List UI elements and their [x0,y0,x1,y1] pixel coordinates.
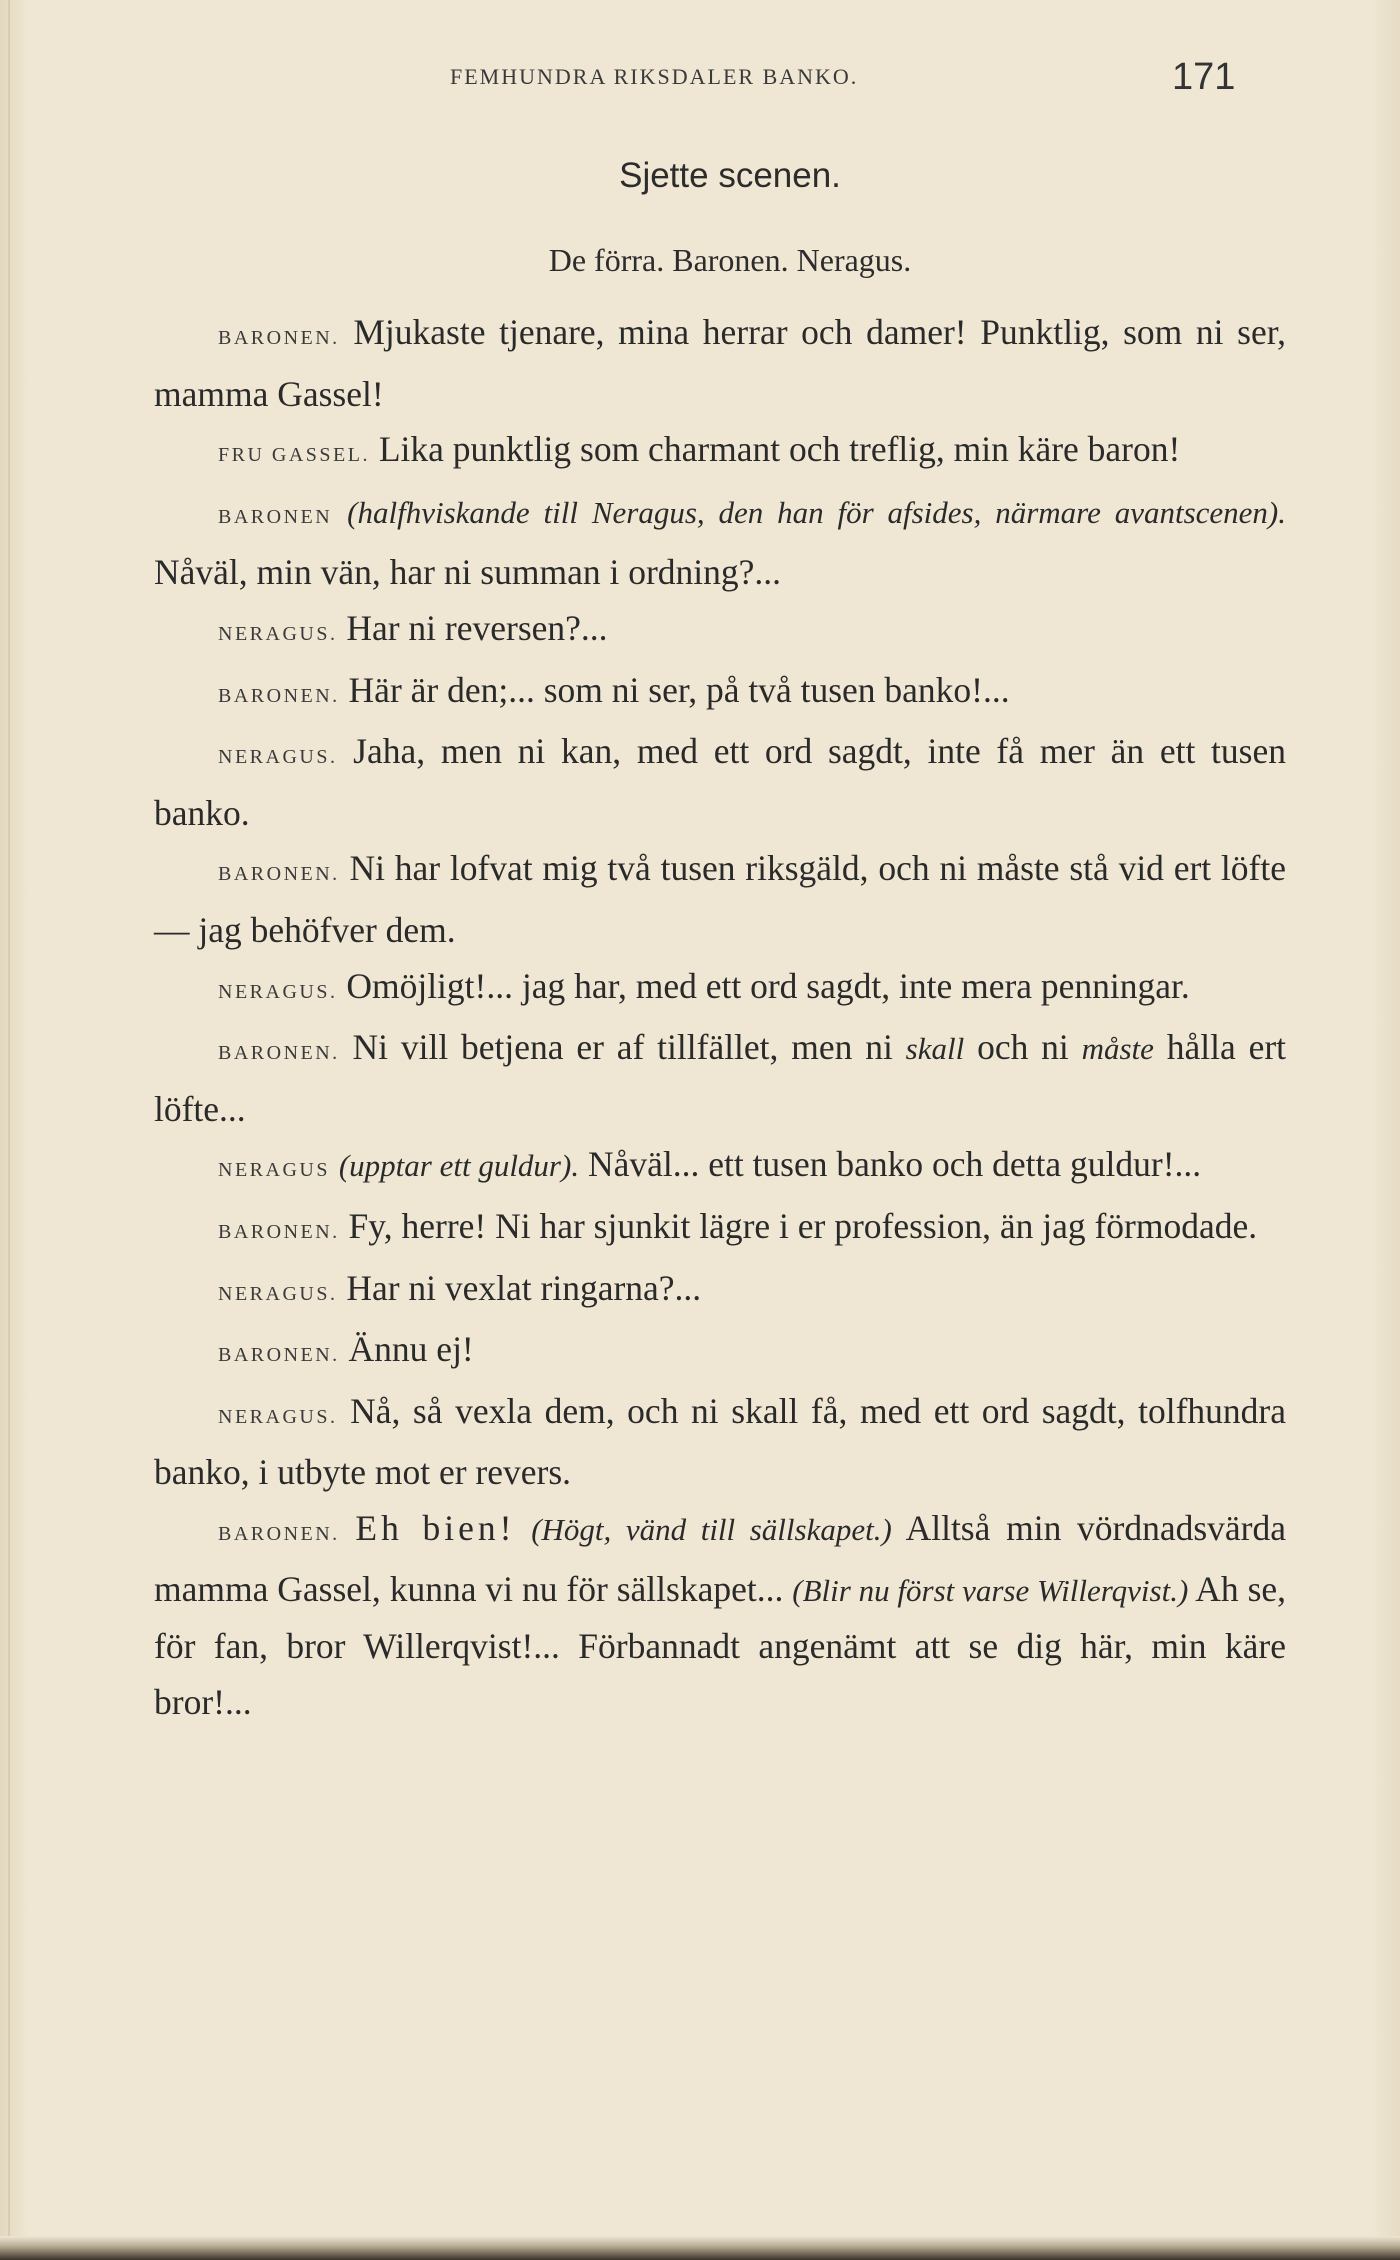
speech-text: Ni har lofvat mig två tusen riksgäld, och ni måste stå vid ert löfte — jag behöfver dem. [154,848,1286,950]
speech-text: Ah se, för fan, bror Willerqvist!... Förbannadt angenämt att se dig här, min käre bror!... [154,1569,1287,1722]
speech-4 [154,601,1286,663]
emphasis: skall [905,1031,965,1067]
speech-text: Lika punktlig som charmant och treflig, min käre baron! [378,429,1181,470]
speech-text: Ännu ej! [348,1329,474,1370]
speaker-name: NERAGUS. [218,622,338,645]
speech-1 [154,305,1286,422]
speech-6 [154,724,1286,841]
speech-11 [154,1199,1286,1261]
speaker-name: NERAGUS [218,1159,330,1182]
speaker-name: FRU GASSEL. [218,444,370,467]
speaker-name: BARONEN. [218,327,340,349]
speaker-name: BARONEN. [218,1042,340,1065]
speech-2 [154,422,1286,484]
speech-8 [154,959,1286,1021]
speech-3 [154,484,1286,601]
speech-9 [154,1020,1286,1137]
stage-direction: (halfhviskande till Neragus, den han för afsides, närmare avantscenen). [347,494,1286,530]
characters-line: De förra. Baronen. Neragus. [548,242,912,278]
speech-14 [154,1384,1286,1501]
speaker-name: BARONEN. [218,1220,340,1243]
stage-direction: (Högt, vänd till sällskapet.) [531,1511,892,1547]
speech-7 [154,841,1286,958]
speech-text: Alltså min vördnadsvärda mamma Gassel, kunna vi nu för sällskapet... [154,1507,1287,1610]
speech-15 [154,1501,1286,1730]
dialogue-body [154,305,1286,1730]
speech-10 [154,1137,1286,1199]
page-left-edge [8,0,10,2260]
emphasis: måste [1081,1031,1154,1067]
speech-text: Här är den;... som ni ser, på två tusen banko!... [348,669,1010,710]
speech-text: Fy, herre! Ni har sjunkit lägre i er profession, än jag förmodade. [348,1205,1258,1246]
stage-direction: (upptar ett guldur). [338,1148,580,1184]
speaker-name: NERAGUS. [218,1405,338,1428]
speech-text: och ni [977,1027,1069,1068]
speech-text: Har ni reversen?... [346,607,608,648]
spaced-exclamation: Eh bien! [355,1507,516,1548]
stage-direction: (Blir nu först varse Willerqvist.) [792,1573,1189,1609]
speaker-name: BARONEN [218,505,333,528]
speaker-name: BARONEN. [218,863,340,886]
page-number: 171 [1172,56,1236,98]
speech-text: Nåväl... ett tusen banko och detta guldur!... [587,1144,1202,1185]
speaker-name: NERAGUS. [218,1282,338,1305]
speech-text: Mjukaste tjenare, mina herrar och damer! Punktlig, som ni ser, mamma Gassel! [154,312,1287,414]
speaker-name: BARONEN. [218,684,340,707]
speech-5 [154,663,1286,725]
speaker-name: NERAGUS. [218,980,338,1003]
speech-12 [154,1261,1286,1323]
speaker-name: BARONEN. [218,1522,340,1545]
speech-text: Ni vill betjena er af tillfället, men ni [352,1027,893,1068]
speech-text: Har ni vexlat ringarna?... [346,1267,702,1308]
speech-13 [154,1322,1286,1384]
speech-text: Omöjligt!... jag har, med ett ord sagdt, inte mera penningar. [346,965,1190,1006]
speaker-name: NERAGUS. [218,746,338,769]
speech-text: Nåväl, min vän, har ni summan i ordning?... [154,552,782,593]
page-bottom-edge [0,2236,1400,2260]
running-head: FEMHUNDRA RIKSDALER BANKO. [450,64,859,89]
speech-text: hålla ert löfte... [154,1027,1287,1129]
speaker-name: BARONEN. [218,1344,340,1367]
scene-heading: Sjette scenen. [619,156,841,195]
speech-text: Jaha, men ni kan, med ett ord sagdt, inte få mer än ett tusen banko. [154,731,1286,833]
speech-text: Nå, så vexla dem, och ni skall få, med ett ord sagdt, tolfhundra banko, i utbyte mot er revers. [154,1390,1286,1493]
